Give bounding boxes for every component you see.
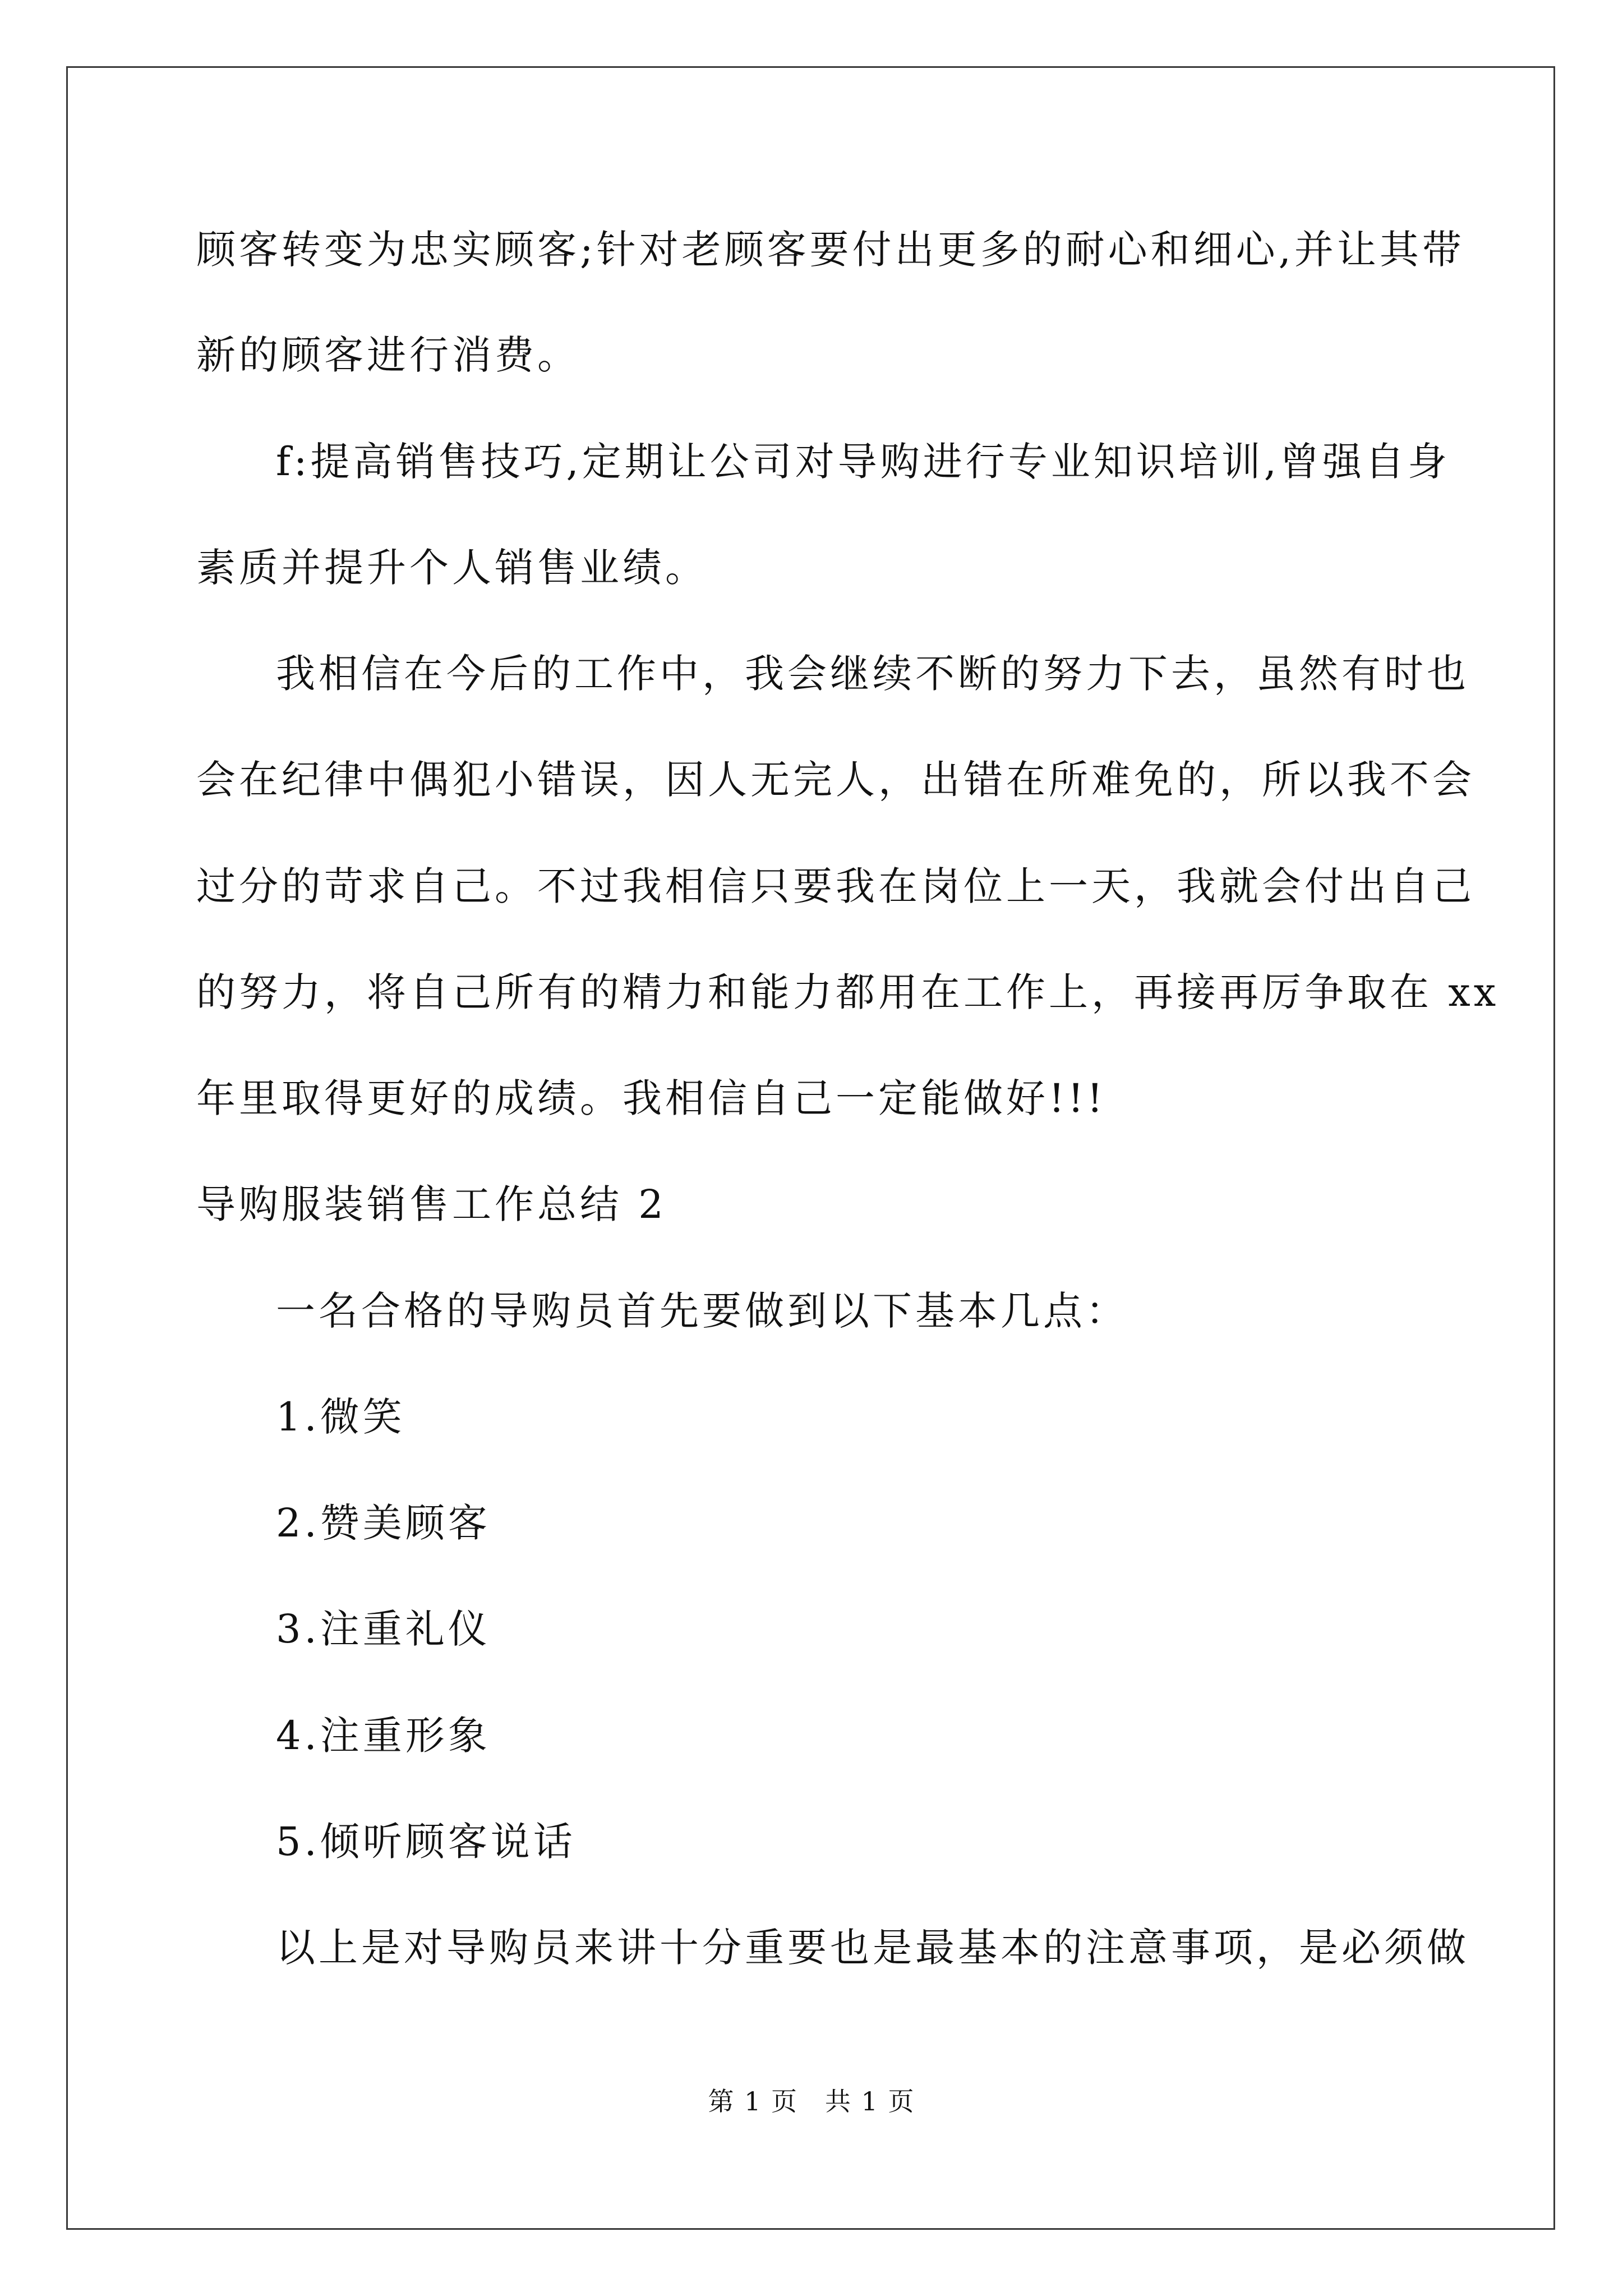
paragraph-line: 新的顾客进行消费。 [196,332,580,378]
paragraph-line: 年里取得更好的成绩。我相信自己一定能做好!!! [196,1075,1106,1121]
paragraph-line: 会在纪律中偶犯小错误，因人无完人，出错在所难免的，所以我不会 [196,757,1475,803]
list-item: 1.微笑 [276,1394,405,1440]
paragraph-line: 以上是对导购员来讲十分重要也是最基本的注意事项，是必须做 [276,1925,1469,1971]
list-item: 4.注重形象 [276,1713,491,1759]
paragraph-line: 顾客转变为忠实顾客;针对老顾客要付出更多的耐心和细心,并让其带 [196,227,1465,273]
list-item: 3.注重礼仪 [276,1606,491,1652]
page-number-footer: 第 1 页 共 1 页 [708,2086,915,2116]
list-item: 2.赞美顾客 [276,1500,491,1546]
section-title: 导购服装销售工作总结 2 [196,1181,667,1227]
paragraph-line: 我相信在今后的工作中，我会继续不断的努力下去，虽然有时也 [276,651,1469,697]
paragraph-line: 过分的苛求自己。不过我相信只要我在岗位上一天，我就会付出自己 [196,863,1475,909]
paragraph-line: 的努力，将自己所有的精力和能力都用在工作上，再接再厉争取在 xx [196,969,1500,1015]
list-item: 5.倾听顾客说话 [276,1819,576,1865]
paragraph-line: 素质并提升个人销售业绩。 [196,545,708,591]
page-border [66,66,1555,2230]
paragraph-line: 一名合格的导购员首先要做到以下基本几点： [276,1288,1128,1334]
paragraph-line: f:提高销售技巧,定期让公司对导购进行专业知识培训,曾强自身 [276,439,1450,485]
